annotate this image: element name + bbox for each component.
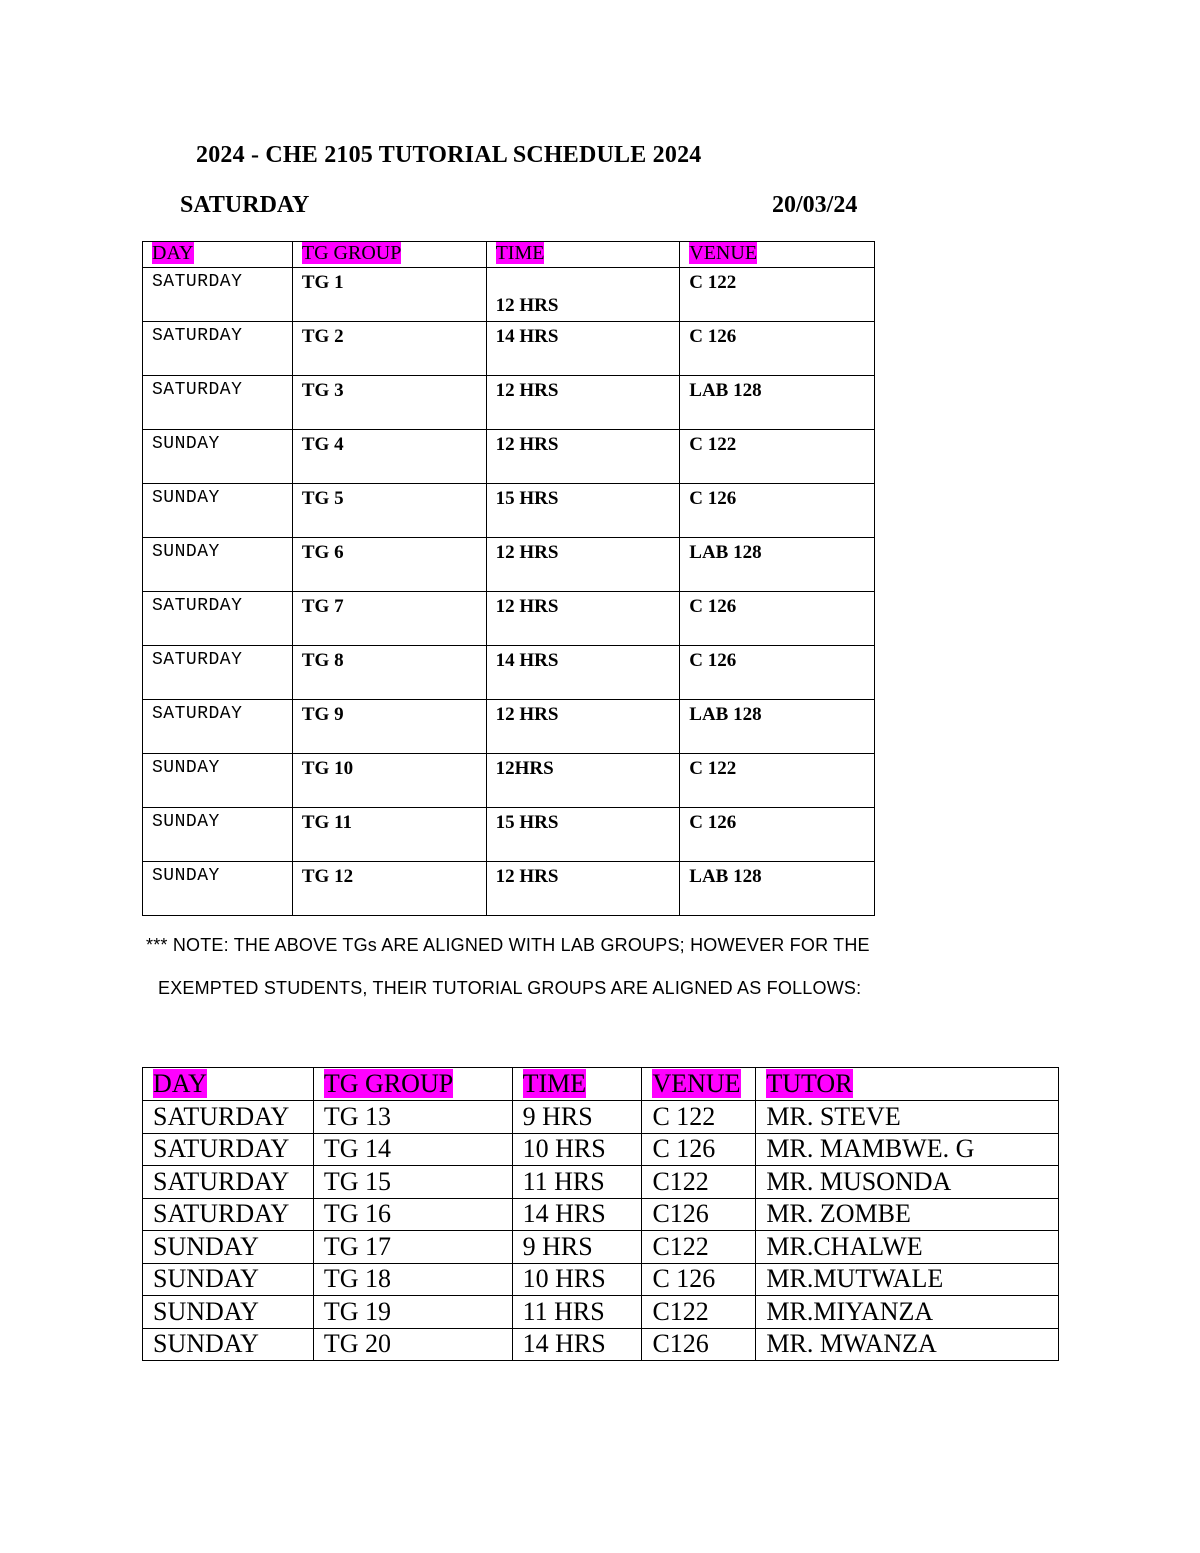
table-row bbox=[143, 268, 875, 322]
column-header-time: TIME bbox=[512, 1068, 642, 1101]
tg-group-cell: TG 15 bbox=[313, 1166, 512, 1199]
venue-cell: C 122 bbox=[680, 754, 875, 808]
tg-group-cell: TG 10 bbox=[292, 754, 486, 808]
time-cell: 11 HRS bbox=[512, 1296, 642, 1329]
tg-group-cell: TG 18 bbox=[313, 1263, 512, 1296]
venue-cell: LAB 128 bbox=[680, 700, 875, 754]
table-row bbox=[143, 1231, 1059, 1264]
table-row bbox=[143, 862, 875, 916]
venue-cell: C 126 bbox=[642, 1133, 756, 1166]
note-line-1: *** NOTE: THE ABOVE TGs ARE ALIGNED WITH LAB GROUPS; HOWEVER FOR THE bbox=[146, 935, 870, 955]
time-cell: 10 HRS bbox=[512, 1263, 642, 1296]
day-cell: SATURDAY bbox=[143, 646, 293, 700]
tg-group-cell: TG 17 bbox=[313, 1231, 512, 1264]
table-row bbox=[143, 700, 875, 754]
time-cell: 9 HRS bbox=[512, 1231, 642, 1264]
tutor-cell: MR. MWANZA bbox=[756, 1328, 1059, 1361]
column-header-tutor: TUTOR bbox=[756, 1068, 1059, 1101]
venue-cell: C122 bbox=[642, 1296, 756, 1329]
schedule-date: 20/03/24 bbox=[772, 192, 858, 218]
tg-group-cell: TG 3 bbox=[292, 376, 486, 430]
tg-group-cell: TG 16 bbox=[313, 1198, 512, 1231]
day-cell: SUNDAY bbox=[143, 538, 293, 592]
venue-cell: C122 bbox=[642, 1166, 756, 1199]
tg-group-cell: TG 8 bbox=[292, 646, 486, 700]
venue-cell: C 126 bbox=[680, 484, 875, 538]
day-cell: SUNDAY bbox=[143, 1328, 314, 1361]
time-cell: 12 HRS bbox=[486, 430, 680, 484]
tg-group-cell: TG 2 bbox=[292, 322, 486, 376]
day-cell: SUNDAY bbox=[143, 754, 293, 808]
tutor-cell: MR. MUSONDA bbox=[756, 1166, 1059, 1199]
column-header-tg-group: TG GROUP bbox=[313, 1068, 512, 1101]
venue-cell: C 126 bbox=[680, 808, 875, 862]
column-header-day: DAY bbox=[143, 242, 293, 268]
table-row bbox=[143, 1166, 1059, 1199]
venue-cell: C 122 bbox=[680, 268, 875, 322]
table-row bbox=[143, 1198, 1059, 1231]
tutor-cell: MR. MAMBWE. G bbox=[756, 1133, 1059, 1166]
day-cell: SUNDAY bbox=[143, 808, 293, 862]
venue-cell: C126 bbox=[642, 1328, 756, 1361]
time-cell: 12 HRS bbox=[486, 538, 680, 592]
time-cell: 12 HRS bbox=[486, 376, 680, 430]
day-cell: SATURDAY bbox=[143, 322, 293, 376]
time-cell: 11 HRS bbox=[512, 1166, 642, 1199]
venue-cell: C 122 bbox=[680, 430, 875, 484]
tutor-cell: MR.MIYANZA bbox=[756, 1296, 1059, 1329]
time-cell: 14 HRS bbox=[486, 646, 680, 700]
table-row bbox=[143, 1328, 1059, 1361]
time-cell: 9 HRS bbox=[512, 1101, 642, 1134]
day-cell: SATURDAY bbox=[143, 1133, 314, 1166]
column-header-time: TIME bbox=[486, 242, 680, 268]
time-cell: 12 HRS bbox=[486, 592, 680, 646]
lab-group-tutorial-table bbox=[142, 241, 875, 916]
venue-cell: C 126 bbox=[680, 592, 875, 646]
venue-cell: C 126 bbox=[680, 322, 875, 376]
venue-cell: LAB 128 bbox=[680, 862, 875, 916]
tutor-cell: MR.MUTWALE bbox=[756, 1263, 1059, 1296]
day-cell: SUNDAY bbox=[143, 430, 293, 484]
tutor-cell: MR. ZOMBE bbox=[756, 1198, 1059, 1231]
tg-group-cell: TG 12 bbox=[292, 862, 486, 916]
tg-group-cell: TG 7 bbox=[292, 592, 486, 646]
venue-cell: C 126 bbox=[642, 1263, 756, 1296]
time-cell: 10 HRS bbox=[512, 1133, 642, 1166]
tg-group-cell: TG 6 bbox=[292, 538, 486, 592]
tg-group-cell: TG 1 bbox=[292, 268, 486, 322]
day-cell: SUNDAY bbox=[143, 484, 293, 538]
venue-cell: C 126 bbox=[680, 646, 875, 700]
time-cell: 14 HRS bbox=[512, 1328, 642, 1361]
day-cell: SATURDAY bbox=[143, 376, 293, 430]
table-header-row bbox=[143, 242, 875, 268]
column-header-venue: VENUE bbox=[642, 1068, 756, 1101]
day-cell: SUNDAY bbox=[143, 862, 293, 916]
table-header-row bbox=[143, 1068, 1059, 1101]
table-row bbox=[143, 592, 875, 646]
venue-cell: C 122 bbox=[642, 1101, 756, 1134]
tg-group-cell: TG 20 bbox=[313, 1328, 512, 1361]
time-cell: 14 HRS bbox=[512, 1198, 642, 1231]
time-cell: 12 HRS bbox=[486, 862, 680, 916]
table-row bbox=[143, 1263, 1059, 1296]
table-row bbox=[143, 484, 875, 538]
tg-group-cell: TG 19 bbox=[313, 1296, 512, 1329]
table-row bbox=[143, 1133, 1059, 1166]
table-row bbox=[143, 808, 875, 862]
document-title: 2024 - CHE 2105 TUTORIAL SCHEDULE 2024 bbox=[196, 142, 702, 168]
day-cell: SATURDAY bbox=[143, 1166, 314, 1199]
time-cell: 15 HRS bbox=[486, 808, 680, 862]
venue-cell: LAB 128 bbox=[680, 538, 875, 592]
day-cell: SUNDAY bbox=[143, 1231, 314, 1264]
day-cell: SATURDAY bbox=[143, 592, 293, 646]
time-cell: 14 HRS bbox=[486, 322, 680, 376]
table-row bbox=[143, 1296, 1059, 1329]
tg-group-cell: TG 13 bbox=[313, 1101, 512, 1134]
day-cell: SUNDAY bbox=[143, 1296, 314, 1329]
table-row bbox=[143, 754, 875, 808]
day-cell: SUNDAY bbox=[143, 1263, 314, 1296]
table-row bbox=[143, 376, 875, 430]
column-header-venue: VENUE bbox=[680, 242, 875, 268]
venue-cell: C122 bbox=[642, 1231, 756, 1264]
tg-group-cell: TG 5 bbox=[292, 484, 486, 538]
venue-cell: C126 bbox=[642, 1198, 756, 1231]
column-header-day: DAY bbox=[143, 1068, 314, 1101]
day-cell: SATURDAY bbox=[143, 268, 293, 322]
note-line-2: EXEMPTED STUDENTS, THEIR TUTORIAL GROUPS ARE ALIGNED AS FOLLOWS: bbox=[158, 978, 862, 998]
table-row bbox=[143, 646, 875, 700]
column-header-tg-group: TG GROUP bbox=[292, 242, 486, 268]
table-row bbox=[143, 538, 875, 592]
tutor-cell: MR. STEVE bbox=[756, 1101, 1059, 1134]
day-cell: SATURDAY bbox=[143, 1198, 314, 1231]
time-cell: 12 HRS bbox=[486, 268, 680, 322]
table-row bbox=[143, 322, 875, 376]
schedule-day-heading: SATURDAY bbox=[180, 192, 310, 218]
tg-group-cell: TG 4 bbox=[292, 430, 486, 484]
time-cell: 12 HRS bbox=[486, 700, 680, 754]
table-row bbox=[143, 1101, 1059, 1134]
tg-group-cell: TG 11 bbox=[292, 808, 486, 862]
exempted-students-tutorial-table bbox=[142, 1067, 1059, 1361]
time-cell: 15 HRS bbox=[486, 484, 680, 538]
day-cell: SATURDAY bbox=[143, 1101, 314, 1134]
tutor-cell: MR.CHALWE bbox=[756, 1231, 1059, 1264]
table-row bbox=[143, 430, 875, 484]
venue-cell: LAB 128 bbox=[680, 376, 875, 430]
day-cell: SATURDAY bbox=[143, 700, 293, 754]
time-cell: 12HRS bbox=[486, 754, 680, 808]
tg-group-cell: TG 9 bbox=[292, 700, 486, 754]
tg-group-cell: TG 14 bbox=[313, 1133, 512, 1166]
